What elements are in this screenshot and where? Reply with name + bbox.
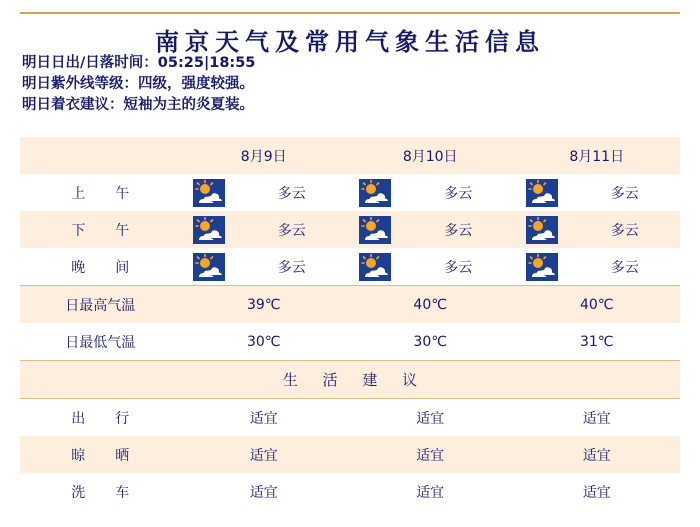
weather-text-cell: 多云 — [610, 259, 639, 276]
weather-text-cell: 多云 — [444, 259, 473, 276]
low-temp-value: 31℃ — [579, 333, 614, 350]
header-blank-cell — [20, 137, 180, 174]
sun-behind-cloud-icon — [359, 179, 391, 207]
high-temp-value: 40℃ — [413, 296, 447, 313]
high-temp-value: 39℃ — [246, 296, 281, 313]
summary-info — [22, 53, 255, 116]
row-label-low-temp: 日最低气温 — [65, 334, 136, 351]
advice-value: 适宜 — [416, 410, 445, 427]
weather-icon-cell — [347, 211, 403, 248]
advice-section-header — [20, 361, 680, 399]
weather-icon-cell — [180, 211, 236, 248]
low-temp-value: 30℃ — [413, 333, 447, 350]
row-label-afternoon: 下 午 — [71, 222, 138, 239]
weather-icon-cell — [513, 248, 569, 286]
table-row-low-temp — [20, 323, 680, 361]
table-row-night — [20, 248, 680, 286]
sun-behind-cloud-icon — [526, 179, 558, 207]
sun-behind-cloud-icon — [359, 216, 391, 244]
sunrise-sunset-line: 明日日出/日落时间：05:25|18:55 — [22, 55, 256, 71]
weather-text-cell: 多云 — [610, 222, 639, 239]
sun-behind-cloud-icon — [193, 179, 225, 207]
weather-icon-cell — [180, 248, 236, 286]
row-label-night: 晚 间 — [71, 259, 138, 276]
weather-icon-cell — [180, 174, 236, 211]
advice-value: 适宜 — [582, 447, 611, 464]
header-divider — [20, 12, 680, 14]
sun-behind-cloud-icon — [359, 253, 391, 281]
weather-text-cell: 多云 — [277, 185, 306, 202]
clothing-advice-line: 明日着衣建议：短袖为主的炎夏装。 — [22, 97, 254, 113]
table-row-morning — [20, 174, 680, 211]
weather-text-cell: 多云 — [444, 222, 473, 239]
weather-text-cell: 多云 — [444, 185, 473, 202]
sun-behind-cloud-icon — [526, 253, 558, 281]
table-row-carwash — [20, 473, 680, 510]
row-label-travel: 出 行 — [71, 410, 138, 427]
weather-text-cell: 多云 — [277, 259, 306, 276]
header-date-1: 8月9日 — [240, 148, 287, 165]
row-label-drying: 晾 晒 — [71, 447, 138, 464]
table-header-row — [20, 137, 680, 174]
advice-value: 适宜 — [249, 484, 278, 501]
advice-value: 适宜 — [249, 410, 278, 427]
row-label-morning: 上 午 — [71, 185, 138, 202]
advice-value: 适宜 — [416, 447, 445, 464]
header-date-2: 8月10日 — [402, 148, 458, 165]
advice-value: 适宜 — [582, 410, 611, 427]
row-label-carwash: 洗 车 — [71, 484, 138, 501]
table-row-drying — [20, 436, 680, 473]
weather-icon-cell — [347, 248, 403, 286]
weather-table — [20, 137, 680, 510]
table-row-travel — [20, 399, 680, 437]
advice-title: 生 活 建 议 — [282, 371, 428, 389]
advice-value: 适宜 — [416, 484, 445, 501]
advice-value: 适宜 — [249, 447, 278, 464]
sun-behind-cloud-icon — [193, 253, 225, 281]
advice-value: 适宜 — [582, 484, 611, 501]
sun-behind-cloud-icon — [526, 216, 558, 244]
low-temp-value: 30℃ — [246, 333, 281, 350]
table-row-high-temp — [20, 286, 680, 324]
uv-index-line: 明日紫外线等级：四级，强度较强。 — [22, 76, 254, 92]
weather-icon-cell — [347, 174, 403, 211]
weather-icon-cell — [513, 174, 569, 211]
weather-icon-cell — [513, 211, 569, 248]
weather-text-cell: 多云 — [610, 185, 639, 202]
weather-text-cell: 多云 — [277, 222, 306, 239]
sun-behind-cloud-icon — [193, 216, 225, 244]
page-title: 南京天气及常用气象生活信息 — [155, 28, 545, 56]
high-temp-value: 40℃ — [579, 296, 614, 313]
row-label-high-temp: 日最高气温 — [65, 297, 136, 314]
header-date-3: 8月11日 — [569, 148, 625, 165]
table-row-afternoon — [20, 211, 680, 248]
